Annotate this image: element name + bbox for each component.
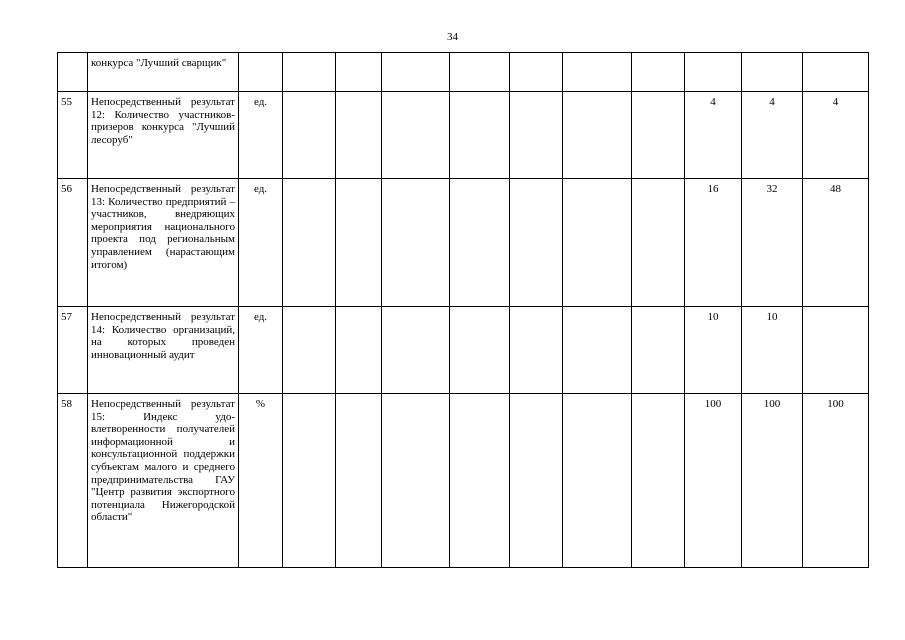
value-cell [283, 394, 336, 568]
value-cell: 100 [685, 394, 742, 568]
value-cell [632, 394, 685, 568]
value-cell [632, 179, 685, 307]
value-cell [742, 53, 803, 92]
table-row [58, 179, 869, 307]
row-number: 57 [58, 307, 88, 394]
value-cell [336, 307, 382, 394]
indicator-name: Непосредственный результат 13: Количество предприятий – участников, внедряющих мероприятия национального проекта под региональным управлением (нарастающим итогом) [88, 179, 239, 307]
unit-cell: ед. [239, 179, 283, 307]
value-cell [510, 92, 563, 179]
indicator-name: конкурса "Лучший сварщик" [88, 53, 239, 92]
value-cell [336, 53, 382, 92]
value-cell [450, 307, 510, 394]
table-row [58, 92, 869, 179]
indicator-name: Непосредственный результат 15: Индекс удовлетворенности получателей информационной и консультационной поддержки субъектам малого и среднего предпринимательства ГАУ "Центр развития экспортного потенциала Нижегородской области" [88, 394, 239, 568]
value-cell [510, 53, 563, 92]
value-cell [563, 179, 632, 307]
row-number: 58 [58, 394, 88, 568]
value-cell [336, 179, 382, 307]
value-cell [382, 307, 450, 394]
value-cell [632, 53, 685, 92]
value-cell: 4 [685, 92, 742, 179]
value-cell [632, 307, 685, 394]
unit-cell [239, 53, 283, 92]
value-cell [563, 394, 632, 568]
value-cell: 32 [742, 179, 803, 307]
value-cell [450, 179, 510, 307]
row-number: 56 [58, 179, 88, 307]
value-cell [283, 179, 336, 307]
indicator-name: Непосредственный результат 14: Количество организаций, на которых проведен инновационный аудит [88, 307, 239, 394]
value-cell: 100 [803, 394, 869, 568]
row-number [58, 53, 88, 92]
value-cell [685, 53, 742, 92]
value-cell: 4 [803, 92, 869, 179]
value-cell [510, 179, 563, 307]
value-cell [803, 307, 869, 394]
value-cell [632, 92, 685, 179]
unit-cell: % [239, 394, 283, 568]
indicator-name: Непосредственный результат 12: Количество участников-призеров конкурса "Лучший лесоруб" [88, 92, 239, 179]
value-cell [336, 92, 382, 179]
value-cell [283, 307, 336, 394]
table-row [58, 394, 869, 568]
value-cell: 48 [803, 179, 869, 307]
value-cell [450, 394, 510, 568]
value-cell [382, 92, 450, 179]
table-row [58, 53, 869, 92]
value-cell [510, 394, 563, 568]
row-number: 55 [58, 92, 88, 179]
value-cell [382, 179, 450, 307]
value-cell: 10 [685, 307, 742, 394]
value-cell [450, 92, 510, 179]
value-cell [382, 53, 450, 92]
value-cell [283, 53, 336, 92]
value-cell [510, 307, 563, 394]
value-cell [336, 394, 382, 568]
value-cell [283, 92, 336, 179]
value-cell [563, 92, 632, 179]
value-cell [563, 53, 632, 92]
value-cell: 16 [685, 179, 742, 307]
indicator-table [57, 52, 869, 568]
value-cell: 100 [742, 394, 803, 568]
page-number: 34 [447, 31, 458, 43]
value-cell [450, 53, 510, 92]
value-cell: 4 [742, 92, 803, 179]
value-cell [382, 394, 450, 568]
unit-cell: ед. [239, 92, 283, 179]
table-row [58, 307, 869, 394]
value-cell [563, 307, 632, 394]
value-cell: 10 [742, 307, 803, 394]
value-cell [803, 53, 869, 92]
unit-cell: ед. [239, 307, 283, 394]
